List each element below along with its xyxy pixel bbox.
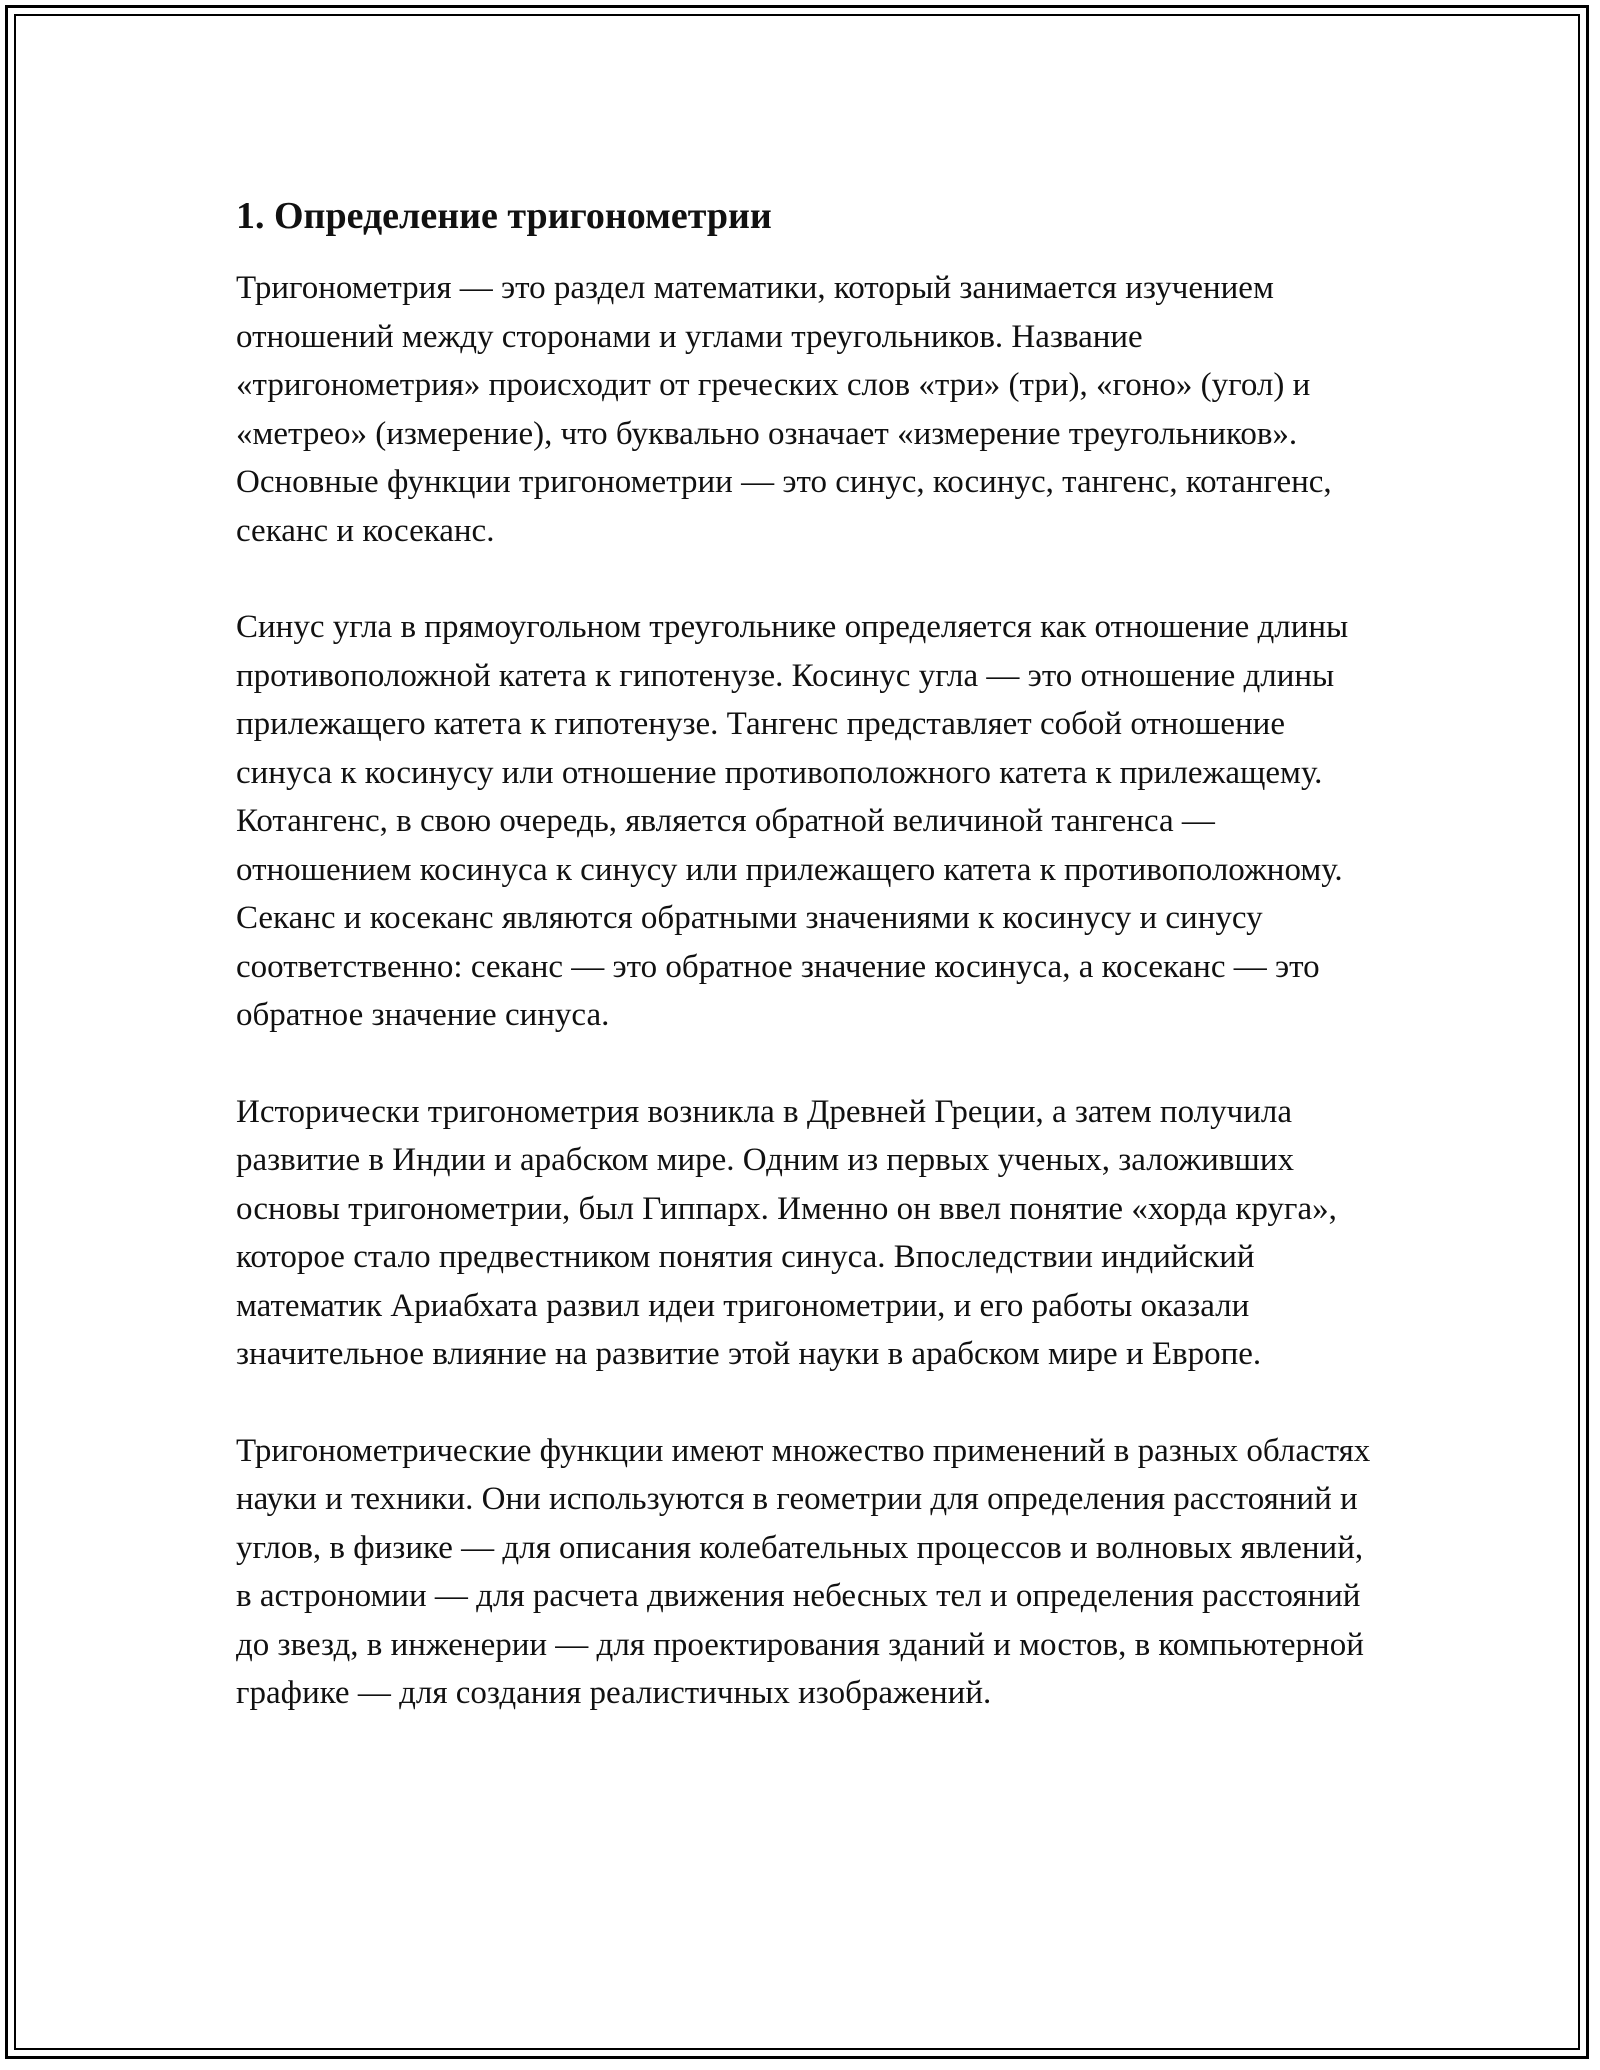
paragraph-history: Исторически тригонометрия возникла в Древней Греции, а затем получила развитие в Индии и арабском мире. Одним из первых ученых, заложивших основы тригонометрии, был Гиппарх. Именно он ввел понятие «хорда круга», которое стало предвестником понятия синуса. Впоследствии индийский математик Ариабхата развил идеи тригонометрии, и его работы оказали значительное влияние на развитие этой науки в арабском мире и Европе. [236, 1093, 1337, 1372]
paragraph-definition: Тригонометрия — это раздел математики, который занимается изучением отношений между сторонами и углами треугольников. Название «тригонометрия» происходит от греческих слов «три» (три), «гоно» (угол) и «метрео» (измерение), что буквально означает «измерение треугольников». Основные функции тригонометрии — это синус, косинус, тангенс, котангенс, секанс и косеканс. [236, 270, 1332, 549]
document-body [236, 190, 1376, 1766]
paragraph-applications: Тригонометрические функции имеют множество применений в разных областях науки и техники. Они используются в геометрии для определения расстояний и углов, в физике — для описания колебательных процессов и волновых явлений, в астрономии — для расчета движения небесных тел и определения расстояний до звезд, в инженерии — для проектирования зданий и мостов, в компьютерной графике — для создания реалистичных изображений. [236, 1432, 1371, 1711]
section-heading: 1. Определение тригонометрии [236, 195, 772, 237]
paragraph-functions: Синус угла в прямоугольном треугольнике определяется как отношение длины противоположной катета к гипотенузе. Косинус угла — это отношение длины прилежащего катета к гипотенузе. Тангенс представляет собой отношение синуса к косинусу или отношение противоположного катета к прилежащему. Котангенс, в свою очередь, является обратной величиной тангенса — отношением косинуса к синусу или прилежащего катета к противоположному. Секанс и косеканс являются обратными значениями к косинусу и синусу соответственно: секанс — это обратное значение косинуса, а косеканс — это обратное значение синуса. [236, 609, 1349, 1033]
